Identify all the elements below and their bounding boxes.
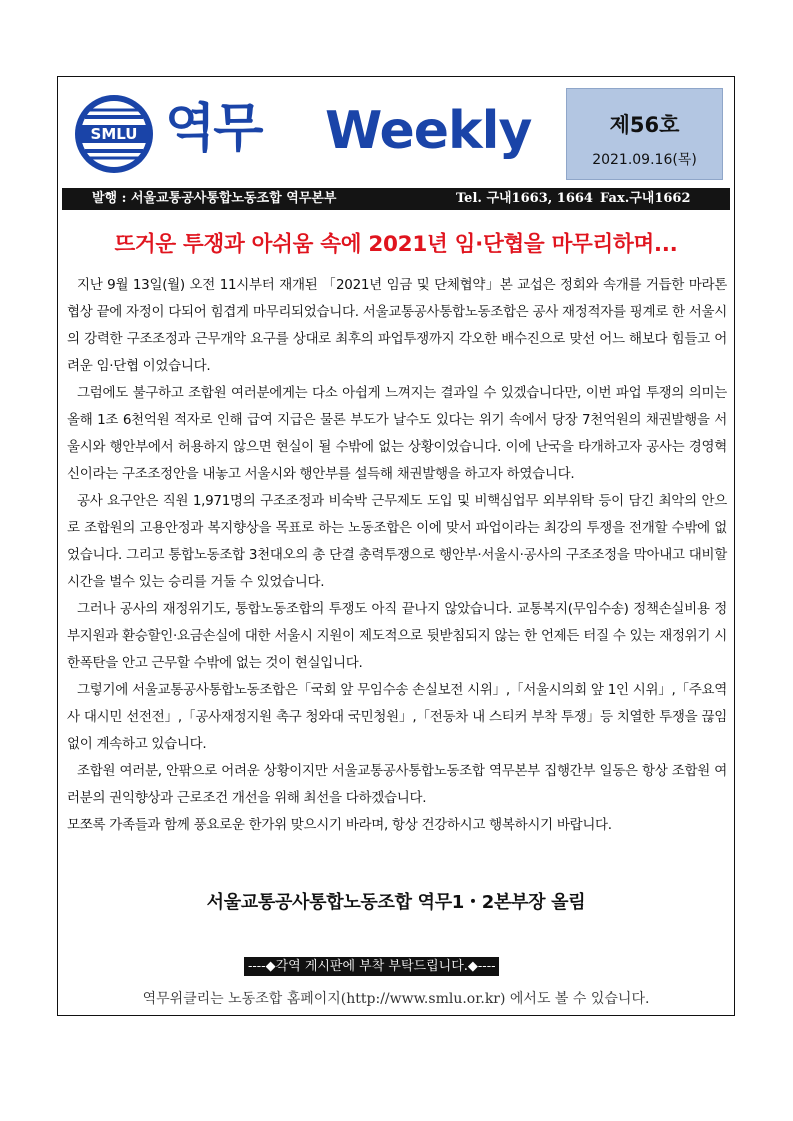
paragraph: 지난 9월 13일(월) 오전 11시부터 재개된 「2021년 임금 및 단체협약」본 교섭은 정회와 속개를 거듭한 마라톤협상 끝에 자정이 다되어 힘겹게 마무리되었습니다. 서울교통공사통합노동조합은 공사 재정적자를 핑계로 한 서울시의 강력한 구조조정과 근무개악 요구를 상대로 최후의 파업투쟁까지 각오한 배수진으로 맞선 어느 해보다 힘들고 어려운 임·단협 이었습니다. [67,277,727,374]
publisher-issuer: 발행 : 서울교통공사통합노동조합 역무본부 [92,191,337,206]
notice-banner: ----◆각역 게시판에 부착 부탁드립니다.◆---- [244,957,499,976]
paragraph: 그러나 공사의 재정위기도, 통합노동조합의 투쟁도 아직 끝나지 않았습니다. 교통복지(무임수송) 정책손실비용 정부지원과 환승할인·요금손실에 대한 서울시 지원이 제도적으로 뒷받침되지 않는 한 언제든 터질 수 있는 재정위기 시한폭탄을 안고 근무할 수밖에 없는 것이 현실입니다. [67,601,727,671]
masthead-title-korean: 역무 [165,98,262,159]
publisher-tel: Tel. 구내1663, 1664 [456,191,593,206]
issue-date: 2021.09.16(목) [592,152,697,168]
article-body [67,272,727,839]
paragraph: 모쪼록 가족들과 함께 풍요로운 한가위 맞으시기 바라며, 항상 건강하시고 행복하시기 바랍니다. [67,817,612,833]
paragraph: 공사 요구안은 직원 1,971명의 구조조정과 비숙박 근무제도 도입 및 비핵심업무 외부위탁 등이 담긴 최악의 안으로 조합원의 고용안정과 복지향상을 목표로 하는 노동조합은 이에 맞서 파업이라는 최강의 투쟁을 전개할 수밖에 없었습니다. 그리고 통합노동조합 3천대오의 총 단결 총력투쟁으로 행안부·서울시·공사의 구조조정을 막아내고 대비할 시간을 벌수 있는 승리를 거둘 수 있었습니다. [67,493,727,590]
masthead-title-english: Weekly [325,101,532,161]
paragraph: 그럼에도 불구하고 조합원 여러분에게는 다소 아쉽게 느껴지는 결과일 수 있겠습니다만, 이번 파업 투쟁의 의미는 올해 1조 6천억원 적자로 인해 급여 지급은 물론 부도가 날수도 있다는 위기 속에서 당장 7천억원의 채권발행을 서울시와 행안부에서 허용하지 않으면 현실이 될 수밖에 없는 상황이었습니다. 이에 난국을 타개하고자 공사는 경영혁신이라는 구조조정안을 내놓고 서울시와 행안부를 설득해 채권발행을 하고자 하였습니다. [67,385,727,482]
issue-number: 제56호 [609,113,680,137]
headline: 뜨거운 투쟁과 아쉬움 속에 2021년 임·단협을 마무리하며... [114,232,678,257]
paragraph: 조합원 여러분, 안팎으로 어려운 상황이지만 서울교통공사통합노동조합 역무본부 집행간부 일동은 항상 조합원 여러분의 권익향상과 근로조건 개선을 위해 최선을 다하겠습니다. [67,763,727,806]
footer-note: 역무위클리는 노동조합 홈페이지(http://www.smlu.or.kr) 에서도 볼 수 있습니다. [142,991,650,1007]
issue-box [566,88,723,180]
paragraph: 그렇기에 서울교통공사통합노동조합은「국회 앞 무임수송 손실보전 시위」,「서울시의회 앞 1인 시위」,「주요역사 대시민 선전전」,「공사재정지원 촉구 청와대 국민청원」,「전동차 내 스티커 부착 투쟁」등 치열한 투쟁을 끊임없이 계속하고 있습니다. [67,682,727,752]
publisher-fax: Fax.구내1662 [600,191,691,206]
logo-text: SMLU [90,125,138,143]
publisher-bar [62,188,730,210]
smlu-logo [73,93,155,175]
signature: 서울교통공사통합노동조합 역무1・2본부장 올림 [206,892,586,913]
